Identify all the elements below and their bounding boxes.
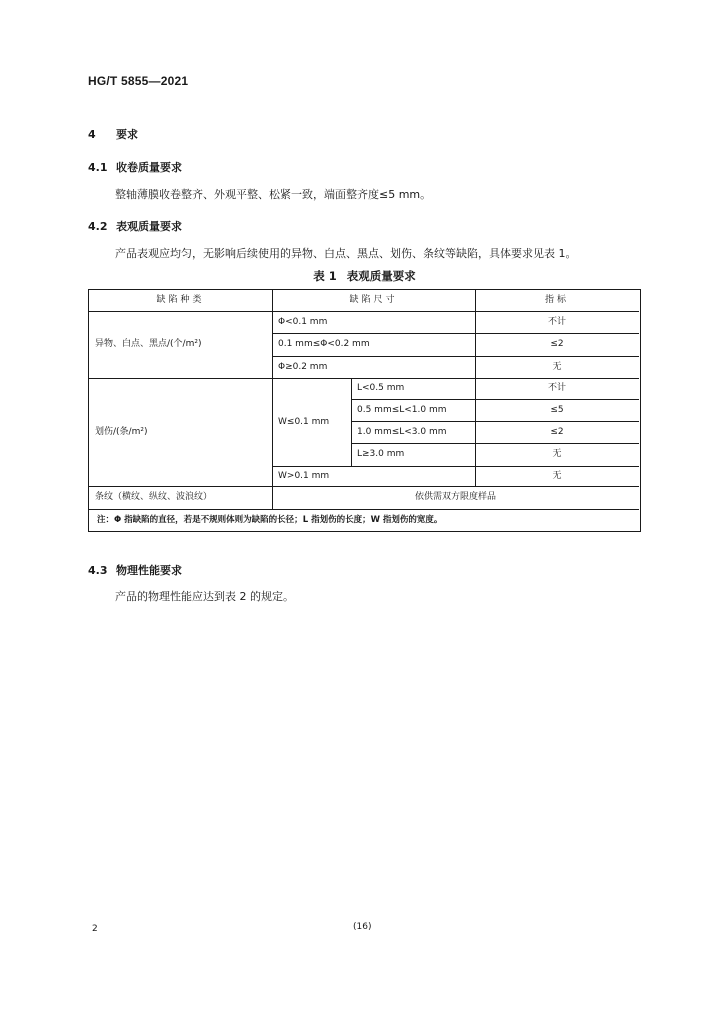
section-4-1-text: 整轴薄膜收卷整齐、外观平整、松紧一致，端面整齐度≤5 mm。 bbox=[115, 188, 432, 201]
index-cell: ≤2 bbox=[550, 339, 564, 349]
index-cell: 无 bbox=[552, 449, 562, 459]
section-4-1-heading bbox=[88, 159, 182, 175]
section-4-3-text: 产品的物理性能应达到表 2 的规定。 bbox=[115, 590, 294, 603]
index-cell: ≤2 bbox=[550, 427, 564, 437]
defect-size-cell: 0.5 mm≤L<1.0 mm bbox=[357, 405, 447, 415]
defect-size-cell: 0.1 mm≤Φ<0.2 mm bbox=[278, 339, 370, 349]
section-4-3-heading bbox=[88, 562, 182, 578]
merged-index-cell: 依供需双方限度样品 bbox=[414, 492, 496, 502]
table-title: 表观质量要求 bbox=[346, 269, 416, 283]
defect-size-cell: L≥3.0 mm bbox=[357, 449, 405, 459]
section-4-2-text: 产品表观应均匀，无影响后续使用的异物、白点、黑点、划伤、条纹等缺陷，具体要求见表 1。 bbox=[115, 247, 577, 260]
standard-code: HG/T 5855—2021 bbox=[88, 74, 189, 88]
index-cell: 无 bbox=[552, 471, 562, 481]
header-defect-type: 缺陷种类 bbox=[156, 295, 205, 305]
table-number: 表 1 bbox=[313, 269, 337, 283]
scratch-width-cell: W≤0.1 mm bbox=[278, 417, 330, 427]
index-cell: ≤5 bbox=[550, 405, 564, 415]
section-number: 4.2 bbox=[88, 220, 108, 233]
defect-size-cell: L<0.5 mm bbox=[357, 383, 405, 393]
section-title: 表观质量要求 bbox=[116, 220, 182, 233]
section-4-2-heading bbox=[88, 218, 182, 234]
defect-size-cell: 1.0 mm≤L<3.0 mm bbox=[357, 427, 447, 437]
scratch-width-cell: W>0.1 mm bbox=[278, 471, 330, 481]
section-number: 4 bbox=[88, 128, 96, 141]
section-number: 4.1 bbox=[88, 161, 108, 174]
defect-size-cell: Φ≥0.2 mm bbox=[278, 362, 328, 372]
defect-type-cell: 条纹（横纹、纵纹、波浪纹） bbox=[95, 492, 213, 502]
section-title: 收卷质量要求 bbox=[116, 161, 182, 174]
defect-size-cell: Φ<0.1 mm bbox=[278, 317, 328, 327]
header-index: 指标 bbox=[544, 295, 569, 305]
section-number: 4.3 bbox=[88, 564, 108, 577]
index-cell: 无 bbox=[552, 362, 562, 372]
index-cell: 不计 bbox=[547, 383, 566, 393]
appearance-quality-table bbox=[88, 289, 641, 532]
defect-type-cell: 异物、白点、黑点/(个/m²) bbox=[95, 339, 202, 349]
defect-type-cell: 划伤/(条/m²) bbox=[95, 427, 148, 437]
section-4-heading bbox=[88, 126, 138, 142]
index-cell: 不计 bbox=[547, 317, 566, 327]
page-number: 2 bbox=[92, 924, 98, 934]
table-note: 注：Φ 指缺陷的直径，若是不规则体则为缺陷的长径；L 指划伤的长度；W 指划伤的宽度。 bbox=[97, 515, 443, 525]
section-title: 物理性能要求 bbox=[116, 564, 182, 577]
header-defect-size: 缺陷尺寸 bbox=[349, 295, 398, 305]
sequence-number: (16) bbox=[353, 922, 372, 932]
section-title: 要求 bbox=[116, 128, 138, 141]
table-caption bbox=[88, 268, 641, 284]
